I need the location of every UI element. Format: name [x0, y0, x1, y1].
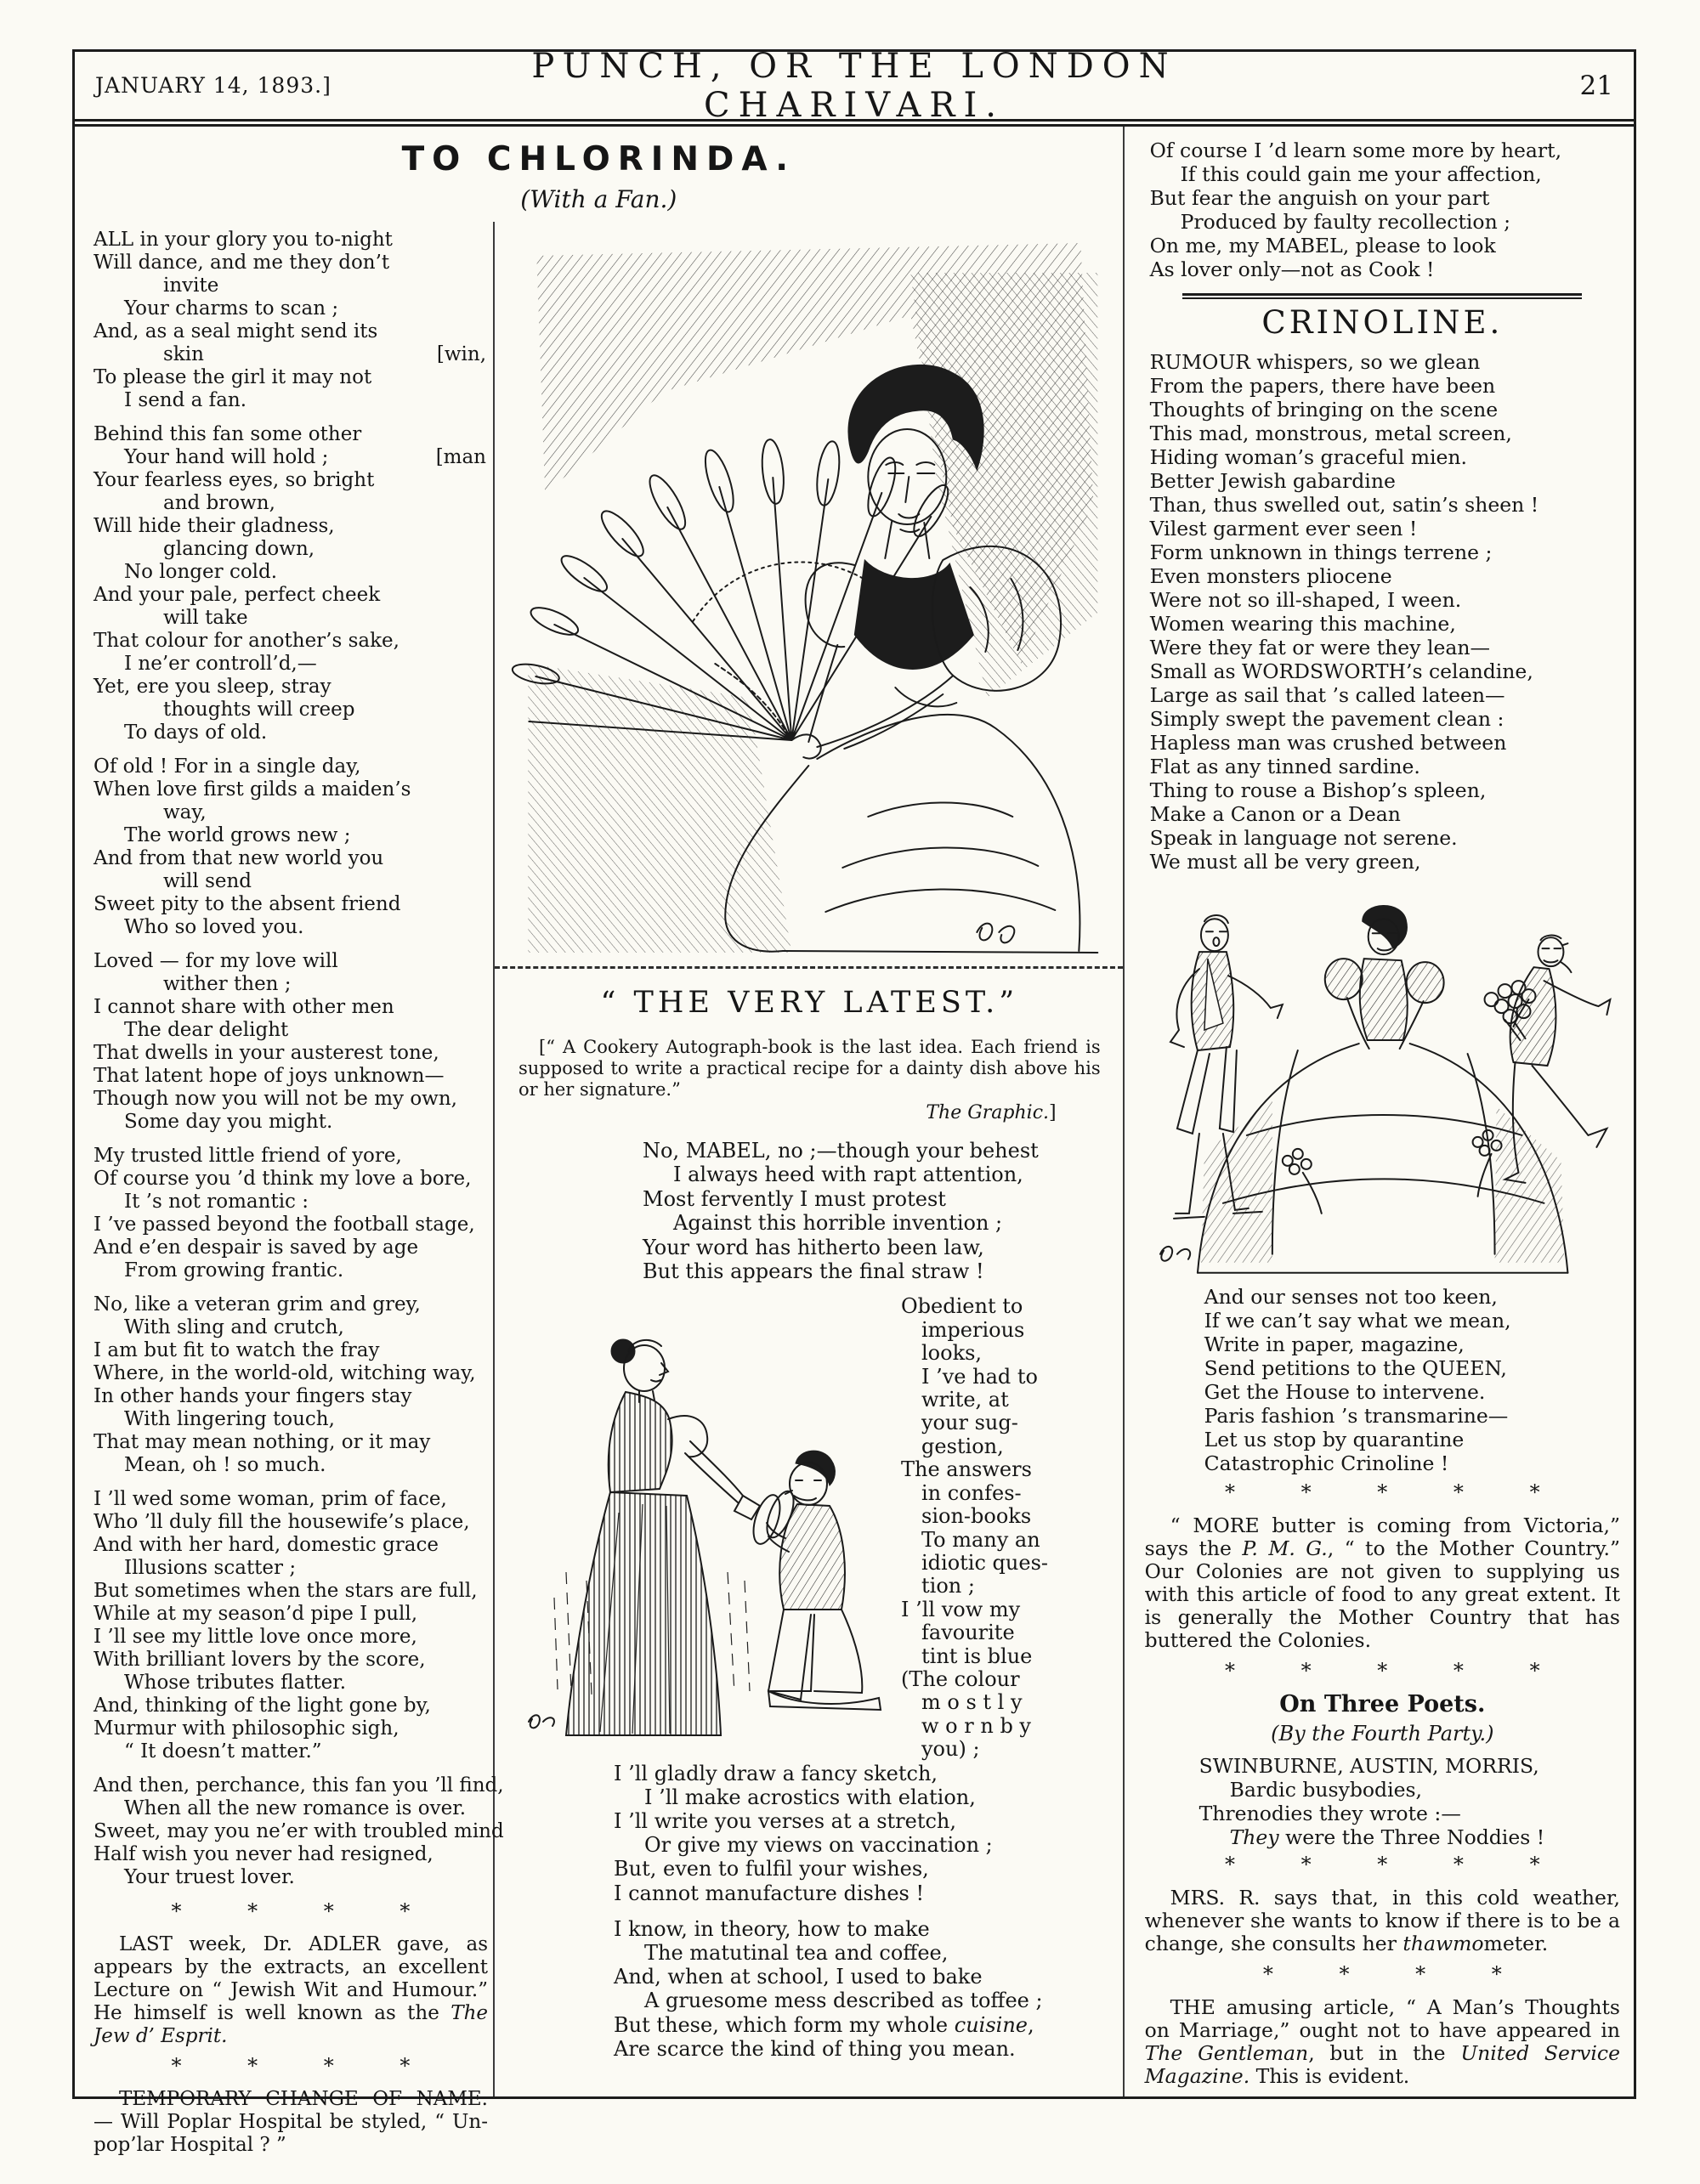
article-to-chlorinda [75, 127, 1123, 2156]
column-right [1123, 127, 1634, 2096]
poem-line: (The colour [901, 1666, 1020, 1691]
crinoline-drawing [1145, 880, 1620, 1280]
poem-line: Were not so ill-shaped, I ween. [1149, 588, 1462, 612]
poem-line: With sling and crutch, [124, 1316, 344, 1338]
poem-line: While at my season’d pipe I pull, [94, 1603, 418, 1625]
poem-line: gestion, [921, 1434, 1004, 1458]
poem-line: tion ; [921, 1574, 975, 1598]
poem-line: Whose tributes flatter. [124, 1672, 347, 1694]
poem-line: In other hands your fingers stay [94, 1385, 412, 1407]
poem-line: Write in paper, magazine, [1204, 1332, 1465, 1356]
poem-line: I cannot share with other men [94, 996, 394, 1018]
poem-line: And, when at school, I used to bake [614, 1965, 983, 1989]
artist-monogram [529, 1716, 554, 1729]
poem-line: No longer cold. [124, 561, 278, 583]
poem-line: Your fearless eyes, so bright [94, 469, 375, 491]
poem-line: Mean, oh ! so much. [124, 1454, 326, 1476]
poem-line: Large as sail that ’s called lateen— [1149, 683, 1505, 707]
issue-date: JANUARY 14, 1893.] [95, 73, 332, 98]
poem-line: No, like a veteran grim and grey, [94, 1293, 421, 1315]
stanza [94, 1774, 504, 1889]
poem-line: I send a fan. [124, 389, 247, 411]
poem-line: I ’ll vow my [901, 1597, 1021, 1621]
poem-line: Loved — for my love will [94, 950, 338, 972]
poem-line: To many an [921, 1527, 1040, 1552]
article-title: TO CHLORINDA. [401, 140, 796, 178]
poem-line: ALL in your glory you to-night [94, 229, 393, 251]
poem-line: favourite [921, 1621, 1015, 1645]
poem-line: sion-books [921, 1504, 1032, 1529]
poem-line: On me, my MABEL, please to look [1149, 234, 1496, 257]
article-subtitle: (With a Fan.) [520, 185, 677, 213]
poem-line: And, thinking of the light gone by, [94, 1695, 431, 1717]
page-columns [75, 127, 1634, 2156]
stanza [94, 950, 488, 1134]
asterisk-separator: * * * * [171, 2054, 411, 2078]
poem-line: But, even to fulfil your wishes, [614, 1857, 929, 1881]
poem-line: Flat as any tinned sardine. [1149, 755, 1420, 778]
poem-line: Obedient to [901, 1294, 1023, 1319]
fan-lady-illustration [495, 222, 1123, 963]
article-very-latest [495, 966, 1123, 2096]
poem-line: But fear the anguish on your part [1149, 186, 1490, 210]
poem-line: Will dance, and me they don’t [94, 252, 390, 274]
poem-line: My trusted little friend of yore, [94, 1145, 402, 1167]
poem-line: And your pale, perfect cheek [94, 584, 381, 606]
poem-line: write, at [921, 1388, 1009, 1412]
artist-monogram [1160, 1247, 1190, 1261]
stanza [94, 1145, 488, 1282]
poem-line: I know, in theory, how to make [614, 1916, 930, 1941]
poem-line: looks, [921, 1341, 983, 1366]
poem-line: SWINBURNE, AUSTIN, MORRIS, [1198, 1754, 1539, 1778]
fan-lady-drawing [495, 222, 1123, 963]
poem-line: Your charms to scan ; [124, 297, 339, 320]
proposal-drawing [515, 1292, 887, 1757]
poem-line: And with her hard, domestic grace [94, 1534, 439, 1556]
poem-line: Than, thus swelled out, satin’s sheen ! [1149, 493, 1539, 517]
poem-line: Sweet, may you ne’er with troubled mind [94, 1820, 504, 1842]
poem-line: Paris fashion ’s transmarine— [1204, 1404, 1509, 1428]
poem-line: Of course I ’d learn some more by heart, [1149, 139, 1562, 162]
poem-line: Thing to rouse a Bishop’s spleen, [1149, 778, 1487, 802]
butter-paragraph: “ MORE butter is coming from Victoria,” says the P. M. G., “ to the Mother Country.” Our Colonies are not given to supplying us with this article of food to any great extent. It is generally the Mother Country that has buttered the Colonies. [1144, 1514, 1621, 1652]
poem-line: “ It doesn’t matter.” [124, 1740, 322, 1762]
poem-line: skin [win, [163, 343, 486, 365]
poem-line: To please the girl it may not [94, 366, 372, 388]
stanza [94, 1488, 488, 1763]
poem-line: Will hide their gladness, [94, 515, 335, 537]
poem-line: And, as a seal might send its [94, 320, 378, 342]
poem-line: From growing frantic. [124, 1259, 344, 1282]
column-left [75, 222, 504, 2156]
three-poets-byline: (By the Fourth Party.) [1271, 1722, 1494, 1746]
poem-line: But these, which form my whole cuisine, [614, 2012, 1034, 2037]
poem-line: Sweet pity to the absent friend [94, 893, 401, 915]
poem-line: invite [163, 274, 219, 297]
poem-line: Bardic busybodies, [1229, 1778, 1423, 1802]
poem-line: Of old ! For in a single day, [94, 755, 361, 778]
mrs-r-paragraph: MRS. R. says that, in this cold weather, whenever she wants to know if there is to be a change, she consults her thawmometer. [1144, 1886, 1620, 1955]
poem-line: With lingering touch, [124, 1408, 335, 1430]
poem-line: From the papers, there have been [1149, 374, 1496, 398]
poem-line: I ’ll wed some woman, prim of face, [94, 1488, 447, 1510]
poem-line: That dwells in your austerest tone, [94, 1042, 439, 1064]
poem-line: If we can’t say what we mean, [1204, 1309, 1511, 1332]
poem-line: I ’ll write you verses at a stretch, [614, 1808, 957, 1833]
poem-line: Where, in the world-old, witching way, [94, 1362, 476, 1384]
artist-monogram [977, 924, 1014, 943]
stanza [94, 229, 488, 412]
poem-line: tint is blue [921, 1644, 1033, 1668]
poem-line: The matutinal tea and coffee, [644, 1940, 949, 1965]
poem-line: The answers [901, 1457, 1032, 1482]
poem-line: When love first gilds a maiden’s [94, 778, 411, 801]
very-latest-stanza-3 [614, 1917, 1104, 2061]
page-header [75, 46, 1634, 127]
poem-line: It ’s not romantic : [124, 1191, 309, 1213]
poem-line: That latent hope of joys unknown— [94, 1065, 445, 1087]
poem-line: Who ’ll duly fill the housewife’s place, [94, 1511, 470, 1533]
three-poets-title: On Three Poets. [1279, 1691, 1486, 1717]
double-rule [1182, 293, 1582, 299]
asterisk-separator: * * * * * [1225, 1480, 1540, 1504]
poem-line: Small as WORDSWORTH’s celandine, [1149, 659, 1533, 683]
asterisk-separator: * * * * [171, 1899, 411, 1923]
stanza [94, 423, 488, 744]
very-latest-final-stanza [1150, 139, 1620, 281]
poem-line: Send petitions to the QUEEN, [1204, 1356, 1507, 1380]
poem-line: thoughts will creep [163, 699, 355, 721]
turnover-word: [win, [436, 343, 486, 365]
poem-line: Of course you ’d think my love a bore, [94, 1168, 472, 1190]
page-frame [72, 46, 1636, 2156]
poem-line: your sug- [921, 1411, 1018, 1435]
poem-line: The dear delight [124, 1019, 289, 1041]
poem-line: RUMOUR whispers, so we glean [1149, 350, 1481, 374]
asterisk-separator: * * * * [1262, 1962, 1502, 1986]
poem-line: The world grows new ; [124, 824, 351, 846]
poem-line: Thoughts of bringing on the scene [1149, 398, 1499, 422]
name-change-paragraph: TEMPORARY CHANGE OF NAME. — Will Poplar Hospital be styled, “ Un-pop’lar Hospital ? ” [94, 2088, 488, 2156]
poem-line: Vilest garment ever seen ! [1149, 517, 1418, 540]
poem-line: But sometimes when the stars are full, [94, 1580, 478, 1602]
poem-line: Produced by faulty recollection ; [1180, 210, 1511, 234]
poem-line: I ’ve passed beyond the football stage, [94, 1214, 475, 1236]
adler-paragraph: LAST week, Dr. ADLER gave, as appears by the extracts, an excellent Lecture on “ Jewish Wit and Humour.” He himself is well known as the The Jew d’ Esprit. [94, 1933, 488, 2047]
article-header [75, 127, 1123, 213]
poem-line: Behind this fan some other [94, 423, 362, 445]
poem-line: Though now you will not be my own, [94, 1088, 457, 1110]
poem-line: Women wearing this machine, [1149, 612, 1456, 636]
poem-line: Your word has hitherto been law, [643, 1235, 984, 1259]
poem-line: I cannot manufacture dishes ! [614, 1881, 925, 1905]
poem-line: Against this horrible invention ; [673, 1211, 1003, 1236]
poem-line: Even monsters pliocene [1149, 564, 1392, 588]
poem-line: in confes- [921, 1480, 1022, 1505]
poem-line: Hiding woman’s graceful mien. [1149, 445, 1468, 469]
article-body [75, 222, 1123, 2156]
three-poets-poem [1199, 1754, 1620, 1849]
poem-line: I ’ll gladly draw a fancy sketch, [614, 1761, 938, 1785]
asterisk-separator: * * * * * [1225, 1659, 1540, 1683]
poem-line: Catastrophic Crinoline ! [1204, 1451, 1449, 1475]
poem-line: Your hand will hold ; [man [124, 446, 486, 468]
poem-line: Speak in language not serene. [1149, 826, 1458, 850]
poem-line: As lover only—not as Cook ! [1149, 257, 1435, 281]
poem-line: you) ; [921, 1737, 980, 1762]
poem-line: idiotic ques- [921, 1550, 1049, 1575]
proposal-illustration [515, 1292, 887, 1757]
epigraph-source: The Graphic.] [926, 1102, 1057, 1123]
poem-line: Illusions scatter ; [124, 1557, 297, 1579]
poem-line: and brown, [163, 492, 275, 514]
poem-line: Get the House to intervene. [1204, 1380, 1486, 1404]
poem-line: I always heed with rapt attention, [673, 1163, 1023, 1187]
crinoline-illustration [1145, 880, 1620, 1280]
poem-line: Make a Canon or a Dean [1149, 802, 1401, 826]
poem-line: Your truest lover. [124, 1866, 295, 1888]
poem-line: imperious [921, 1317, 1025, 1342]
crinoline-title: CRINOLINE. [1261, 304, 1504, 341]
crinoline-poem-part2 [1204, 1285, 1620, 1475]
poem-line: To days of old. [124, 721, 268, 744]
very-latest-stanza-2 [614, 1762, 1104, 1905]
proposal-row [515, 1292, 1104, 1761]
poem-line: This mad, monstrous, metal screen, [1149, 422, 1512, 445]
poem-line: Murmur with philosophic sigh, [94, 1717, 400, 1740]
poem-line: Who so loved you. [124, 916, 304, 938]
poem-line: And from that new world you [94, 847, 384, 869]
turnover-word: [man [435, 446, 486, 468]
poem-line: But this appears the final straw ! [643, 1259, 984, 1284]
poem-line: That colour for another’s sake, [94, 630, 400, 652]
poem-line: Are scarce the kind of thing you mean. [614, 2036, 1016, 2061]
poem-line: Threnodies they wrote :— [1198, 1802, 1461, 1825]
poem-line: That may mean nothing, or it may [94, 1431, 431, 1453]
poem-line: will send [163, 870, 252, 892]
asterisk-separator: * * * * * [1225, 1853, 1540, 1876]
poem-line: They were the Three Noddies ! [1229, 1825, 1545, 1849]
poem-line: Some day you might. [124, 1111, 333, 1133]
poem-line: We must all be very green, [1149, 850, 1421, 874]
masthead-title: PUNCH, OR THE LONDON CHARIVARI. [531, 46, 1177, 125]
poem-line: m o s t l y [921, 1690, 1023, 1715]
poem-line: And then, perchance, this fan you ’ll find, [94, 1774, 504, 1796]
poem-line: I ’ll make acrostics with elation, [644, 1785, 976, 1809]
very-latest-wrapped-lines [901, 1292, 1048, 1761]
poem-line: w o r n b y [921, 1713, 1031, 1738]
poem-line: Most fervently I must protest [643, 1186, 946, 1211]
poem-line: I ’ve had to [921, 1364, 1038, 1389]
poem-line: When all the new romance is over. [124, 1797, 467, 1819]
poem-line: Better Jewish gabardine [1149, 469, 1396, 493]
column-middle [493, 222, 1123, 2096]
poem-line: will take [163, 607, 248, 629]
poem-line: If this could gain me your affection, [1180, 162, 1542, 186]
poem-line: And e’en despair is saved by age [94, 1236, 419, 1259]
page-number: 21 [1579, 70, 1613, 101]
crinoline-poem-part1 [1150, 350, 1620, 874]
poem-line: way, [163, 801, 207, 823]
very-latest-title: “ THE VERY LATEST.” [600, 986, 1019, 1020]
poem-line: Hapless man was crushed between [1149, 731, 1507, 755]
poem-line: Simply swept the pavement clean : [1149, 707, 1504, 731]
poem-line: Or give my views on vaccination ; [644, 1833, 993, 1858]
very-latest-stanza-1 [643, 1139, 1104, 1283]
poem-line: glancing down, [163, 538, 315, 560]
poem-line: Form unknown in things terrene ; [1149, 540, 1493, 564]
poem-line: Let us stop by quarantine [1204, 1428, 1465, 1451]
poem-line: A gruesome mess described as toffee ; [644, 1989, 1043, 2013]
chlorinda-poem [94, 229, 504, 1889]
poem-line: No, MABEL, no ;—though your behest [643, 1139, 1039, 1163]
poem-line: With brilliant lovers by the score, [94, 1649, 426, 1671]
poem-line: Were they fat or were they lean— [1149, 636, 1491, 659]
poem-line: And our senses not too keen, [1204, 1285, 1498, 1309]
poem-line: I am but fit to watch the fray [94, 1339, 380, 1361]
poem-line: I ’ll see my little love once more, [94, 1626, 417, 1648]
poem-line: I ne’er controll’d,— [124, 653, 317, 675]
poem-line: wither then ; [163, 973, 292, 995]
closing-paragraph: THE amusing article, “ A Man’s Thoughts on Marriage,” ought not to have appeared in The Gentleman, but in the United Service Magazine. This is evident. [1144, 1995, 1621, 2088]
poem-line: Yet, ere you sleep, stray [94, 676, 332, 698]
poem-line: Half wish you never had resigned, [94, 1843, 434, 1865]
very-latest-epigraph: [“ A Cookery Autograph-book is the last idea. Each friend is supposed to write a practical recipe for a dainty dish above his or her signature.” [518, 1037, 1101, 1100]
stanza [94, 755, 488, 939]
stanza [94, 1293, 488, 1477]
